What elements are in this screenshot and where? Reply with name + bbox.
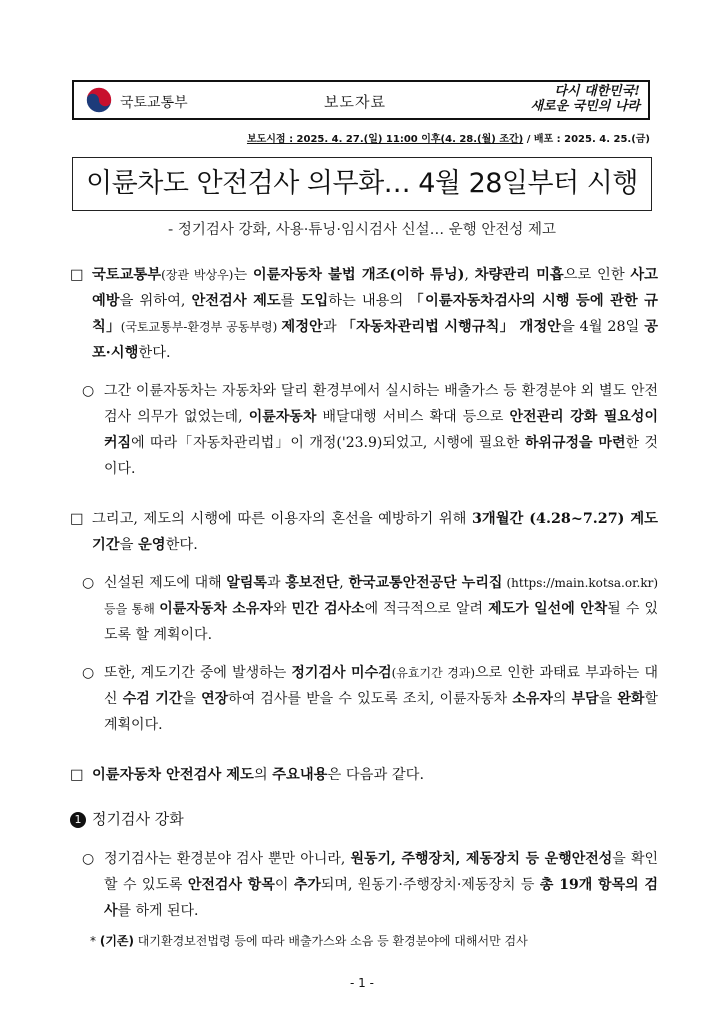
text-segment: 하여 검사를 받을 수 있도록 조치, 이륜자동차	[228, 691, 513, 707]
text-segment: 이륜자동차 안전검사 제도	[92, 767, 254, 783]
text-segment: 국토교통부	[92, 267, 162, 283]
text-segment: 를 하게 된다.	[117, 903, 199, 919]
slogan	[512, 84, 640, 114]
text-segment: 는	[233, 267, 253, 283]
text-segment: 은 다음과 같다.	[327, 767, 424, 783]
text-segment: 도입	[300, 293, 329, 309]
sub-item-1	[82, 378, 658, 482]
footnote-marker: *	[90, 934, 100, 948]
section-label: 정기검사 강화	[92, 810, 184, 828]
text-segment: ,	[464, 267, 475, 283]
text-segment: 한다.	[138, 345, 171, 361]
text-segment: 배달대행 서비스 확대 등으로	[316, 409, 510, 425]
text-segment: (장관 박상우)	[161, 268, 234, 282]
ministry-name: 국토교통부	[120, 95, 188, 111]
text-segment: 으로 인한	[563, 267, 631, 283]
text-segment: 한 것이다.	[104, 435, 659, 477]
text-segment: 과	[266, 575, 286, 591]
text-segment: 또한, 계도기간 중에 발생하는	[104, 665, 292, 681]
text-segment: 민간 검사소	[291, 601, 365, 617]
square-bullet: □	[70, 511, 84, 527]
text-segment: 이	[274, 877, 294, 893]
text-segment: 를	[280, 293, 301, 309]
text-segment: 알림톡	[226, 575, 267, 591]
text-segment: 안전검사 제도	[191, 293, 281, 309]
circle-bullet: ○	[82, 383, 95, 399]
text-segment: 와	[272, 601, 292, 617]
text-segment: 의	[253, 767, 273, 783]
slogan-line-1: 다시 대한민국!	[554, 84, 640, 99]
square-bullet: □	[70, 267, 84, 283]
text-segment: 이륜자동차	[248, 409, 317, 425]
text-segment: 정기검사는 환경분야 검사 뿐만 아니라,	[104, 851, 351, 867]
text-segment: 을 위하여,	[119, 293, 192, 309]
sub-item-3	[82, 660, 658, 738]
text-segment: 부담	[571, 691, 599, 707]
text-segment: 정기검사 미수검	[291, 665, 392, 681]
embargo-time: 보도시점 : 2025. 4. 27.(일) 11:00 이후(4. 28.(월) 조간)	[246, 134, 524, 145]
circle-bullet: ○	[82, 575, 95, 591]
text-segment: 신설된 제도에 대해	[104, 575, 227, 591]
text-segment: 을 확인할 수 있도록	[104, 851, 658, 893]
text-segment: 총 19개 항목의 검사	[104, 877, 658, 919]
text-segment: 을	[182, 691, 202, 707]
text-segment: 으로 인한 과태료 부과하는 대신	[104, 665, 658, 707]
sub-item-2	[82, 570, 658, 648]
section-number-badge: 1	[70, 812, 86, 828]
paragraph-2	[70, 506, 658, 558]
text-segment: 그리고, 제도의 시행에 따른 이용자의 혼선을 예방하기 위해	[92, 511, 472, 527]
text-segment: 의	[552, 691, 572, 707]
section-heading-1	[70, 808, 184, 829]
text-segment: 3개월간 (4.28~7.27) 계도기간	[92, 511, 658, 553]
text-segment: 수검 기간	[122, 691, 183, 707]
text-segment: 차량관리 미흡	[474, 267, 564, 283]
government-logo-icon	[86, 87, 112, 113]
text-segment: 한다.	[165, 537, 198, 553]
text-segment: 이륜자동차 소유자	[159, 601, 273, 617]
paragraph-1	[70, 262, 658, 366]
text-segment: 할 계획이다.	[104, 691, 658, 733]
text-segment: 사고예방	[92, 267, 658, 309]
text-segment: 주요내용	[272, 767, 328, 783]
text-segment: ,	[339, 575, 349, 591]
text-segment: 그간 이륜자동차는 자동차와 달리 환경부에서 실시하는 배출가스 등 환경분야 외 별도 안전검사 의무가 없었는데,	[104, 383, 658, 425]
text-segment: 제정안	[281, 319, 323, 335]
square-bullet: □	[70, 767, 84, 783]
text-segment: 될 수 있도록 할 계획이다.	[104, 601, 658, 643]
page-number: - 1 -	[350, 976, 374, 990]
distribution-date: / 배포 : 2025. 4. 25.(금)	[523, 134, 650, 145]
press-release-label: 보도자료	[324, 93, 386, 111]
text-segment: 공포·시행	[92, 319, 658, 361]
text-segment: 「자동차관리법 시행규칙」 개정안	[341, 319, 561, 335]
text-segment: 을	[598, 691, 618, 707]
footnote-text: 대기환경보전법령 등에 따라 배출가스와 소음 등 환경분야에 대해서만 검사	[133, 934, 528, 948]
text-segment: 안전검사 항목	[187, 877, 275, 893]
text-segment: 하는 내용의	[328, 293, 410, 309]
circle-bullet: ○	[82, 665, 95, 681]
embargo-info	[247, 130, 650, 145]
text-segment: 되며, 원동기·주행장치·제동장치 등	[320, 877, 540, 893]
text-segment: 운영	[137, 537, 166, 553]
page-title: 이륜차도 안전검사 의무화… 4월 28일부터 시행	[86, 168, 638, 199]
footnote	[90, 932, 528, 949]
text-segment: (국토교통부-환경부 공동부령)	[120, 320, 282, 334]
sub-item-4	[82, 846, 658, 924]
text-segment: 한국교통안전공단 누리집	[348, 575, 503, 591]
page-subtitle: - 정기검사 강화, 사용·튜닝·임시검사 신설… 운행 안전성 제고	[168, 222, 556, 238]
text-segment: 을 4월 28일	[560, 319, 645, 335]
text-segment: 에 적극적으로 알려	[364, 601, 489, 617]
text-segment: 연장	[201, 691, 229, 707]
circle-bullet: ○	[82, 851, 95, 867]
text-segment: 추가	[293, 877, 321, 893]
text-segment: 소유자	[512, 691, 553, 707]
slogan-line-2: 새로운 국민의 나라	[530, 99, 640, 114]
text-segment: 에 따라「자동차관리법」이 개정('23.9)되었고, 시행에 필요한	[131, 435, 525, 451]
text-segment: 이륜자동차 불법 개조(이하 튜닝)	[252, 267, 465, 283]
text-segment: 과	[322, 319, 342, 335]
text-segment: 제도가 일선에 안착	[488, 601, 608, 617]
footnote-label: (기존)	[99, 934, 134, 948]
text-segment: 완화	[617, 691, 645, 707]
text-segment: 하위규정을 마련	[524, 435, 626, 451]
paragraph-3	[70, 762, 658, 788]
text-segment: 안전관리 강화 필요성이 커짐	[104, 409, 658, 451]
text-segment: 홍보전단	[285, 575, 340, 591]
text-segment: 을	[119, 537, 138, 553]
header-box	[72, 80, 650, 120]
title-box	[72, 157, 652, 211]
text-segment: (https://main.kotsa.or.kr) 등을 통해	[104, 576, 659, 616]
text-segment: 원동기, 주행장치, 제동장치 등 운행안전성	[350, 851, 613, 867]
text-segment: 「이륜자동차검사의 시행 등에 관한 규칙」	[92, 293, 658, 335]
text-segment: (유효기간 경과)	[391, 666, 476, 680]
